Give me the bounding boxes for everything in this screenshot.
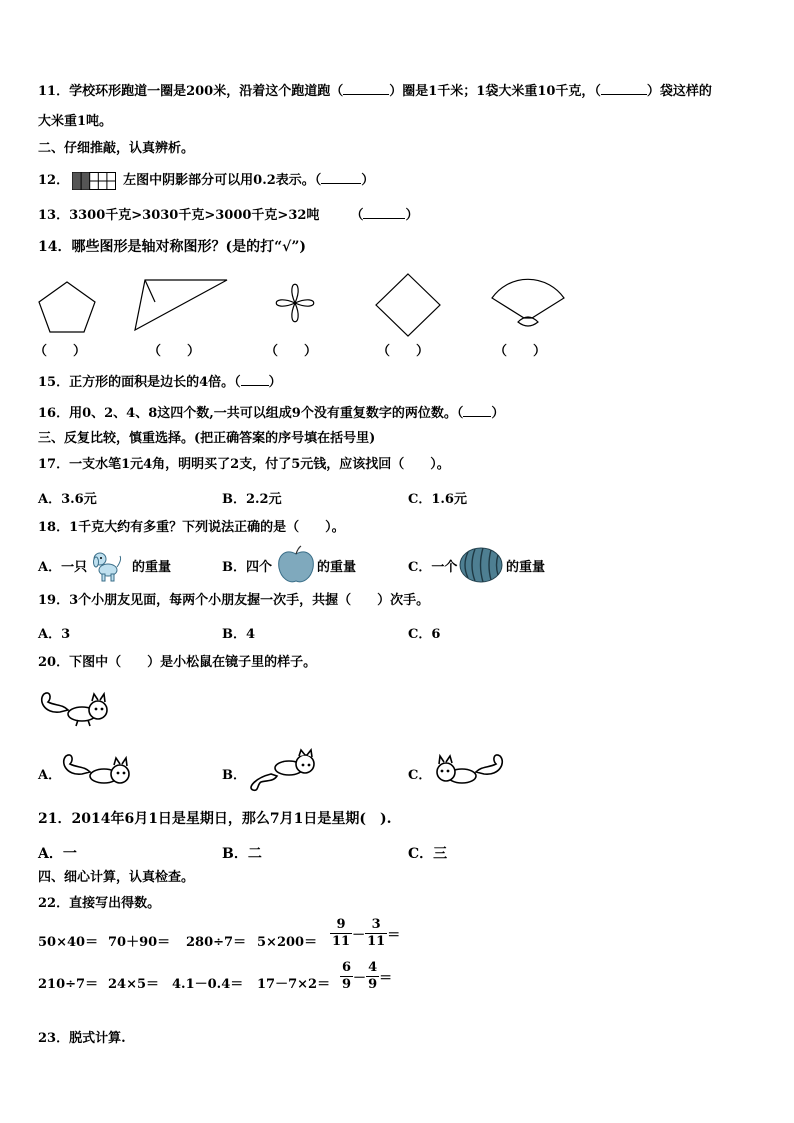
q11-text-b: ）圈是1千米；1袋大米重10千克，（ [389, 84, 601, 99]
question-18: 18．1千克大约有多重？下列说法正确的是（ ）。 [38, 520, 345, 535]
q11-text-c: ）袋这样的 [646, 84, 712, 99]
option-a[interactable]: A．3 [38, 627, 71, 642]
option-b[interactable] [222, 556, 272, 575]
section-heading-4: 四、细心计算，认真检查。 [38, 870, 195, 885]
question-20: 20．下图中（ ）是小松鼠在镜子里的样子。 [38, 655, 317, 670]
four-leaf-shape [264, 272, 326, 334]
answer-paren-5[interactable]: （ ） [494, 344, 547, 359]
option-c[interactable]: C．6 [408, 627, 441, 642]
fraction [365, 917, 387, 950]
squirrel-option-a-icon [60, 750, 136, 790]
option-b[interactable]: B．2.2元 [222, 492, 282, 507]
answer-paren-3[interactable]: （ ） [265, 344, 318, 359]
option-b-suffix: 的重量 [317, 560, 357, 575]
section-heading-3: 三、反复比较，慎重选择。(把正确答案的序号填在括号里) [38, 431, 376, 446]
q15-text: 15．正方形的面积是边长的4倍。（ [38, 375, 241, 390]
q12-close: ） [361, 173, 375, 188]
q12-text: 左图中阴影部分可以用0.2表示。（ [123, 173, 322, 188]
option-c[interactable]: C．1.6元 [408, 492, 467, 507]
option-c[interactable] [408, 556, 457, 575]
option-b-text: B．四个 [222, 560, 272, 575]
q12-number: 12． [38, 173, 70, 188]
fraction [366, 960, 379, 993]
fan-shape [488, 272, 568, 330]
q16-text: 16．用0、2、4、8这四个数,一共可以组成9个没有重复数字的两位数。（ [38, 406, 464, 421]
option-b[interactable]: B．4 [222, 627, 256, 642]
calc-item: 17－7×2＝ [257, 977, 331, 992]
squirrel-option-b-icon [245, 748, 321, 792]
calc-item: 70＋90＝ [108, 935, 171, 950]
question-22: 22．直接写出得数。 [38, 896, 161, 911]
fraction [330, 917, 352, 950]
denominator: 9 [342, 977, 352, 992]
calc-item: 280÷7＝ [186, 935, 247, 950]
question-16 [38, 404, 504, 423]
equals: ＝ [387, 928, 401, 943]
answer-paren-1[interactable]: （ ） [34, 344, 87, 359]
option-c[interactable]: C．三 [408, 846, 448, 862]
puppy-icon [90, 548, 124, 582]
option-a[interactable]: A．一 [38, 846, 77, 862]
section-heading-2: 二、仔细推敲，认真辨析。 [38, 141, 195, 156]
option-b[interactable]: B．二 [222, 846, 262, 862]
calc-item: 50×40＝ [38, 935, 99, 950]
denominator: 11 [332, 934, 351, 949]
option-a[interactable] [38, 556, 87, 575]
numerator: 6 [342, 960, 352, 975]
q15-close: ） [268, 375, 282, 390]
answer-blank[interactable] [601, 82, 647, 95]
fraction-expression-1 [330, 917, 400, 950]
option-a-suffix: 的重量 [132, 560, 172, 575]
calc-item: 210÷7＝ [38, 977, 99, 992]
question-13 [38, 206, 419, 225]
denominator: 11 [367, 934, 386, 949]
question-12 [38, 171, 374, 190]
answer-blank[interactable] [463, 404, 491, 417]
q16-close: ） [491, 406, 505, 421]
answer-blank[interactable] [321, 171, 361, 184]
question-14: 14．哪些图形是轴对称图形？(是的打“√”) [38, 239, 307, 255]
denominator: 9 [368, 977, 378, 992]
option-c-text: C．一个 [408, 560, 458, 575]
squirrel-option-c-icon [430, 750, 506, 790]
apple-icon [275, 544, 317, 586]
operator: － [352, 928, 366, 943]
watermelon-icon [458, 546, 504, 584]
option-c-suffix: 的重量 [506, 560, 546, 575]
pentagon-shape [36, 280, 98, 334]
question-11-line2: 大米重1吨。 [38, 114, 113, 129]
option-c[interactable]: C． [408, 768, 432, 783]
calc-item: 24×5＝ [108, 977, 160, 992]
answer-paren-4[interactable]: （ ） [377, 344, 430, 359]
question-19: 19．3个小朋友见面，每两个小朋友握一次手，共握（ ）次手。 [38, 593, 430, 608]
calc-item: 5×200＝ [257, 935, 318, 950]
option-b[interactable]: B． [222, 768, 246, 783]
rhombus-shape [374, 272, 442, 338]
answer-blank[interactable] [343, 82, 389, 95]
answer-paren-2[interactable]: （ ） [148, 344, 201, 359]
q13-text: 13．3300千克>3030千克>3000千克>32吨 [38, 208, 320, 223]
numerator: 3 [365, 917, 387, 934]
option-a-text: A．一只 [38, 560, 88, 575]
question-11-line1 [38, 82, 712, 101]
option-a[interactable]: A．3.6元 [38, 492, 97, 507]
calc-item: 4.1－0.4＝ [172, 977, 244, 992]
question-21: 21．2014年6月1日是星期日，那么7月1日是星期( ). [38, 811, 392, 827]
q11-text-a: 11．学校环形跑道一圈是200米，沿着这个跑道跑（ [38, 84, 344, 99]
q13-open: （ [350, 208, 364, 223]
fraction [340, 960, 353, 993]
question-17: 17．一支水笔1元4角，明明买了2支，付了5元钱，应该找回（ ）。 [38, 457, 450, 472]
question-23: 23．脱式计算. [38, 1031, 126, 1046]
squirrel-icon [38, 688, 114, 728]
numerator: 9 [330, 917, 352, 934]
triangle-shape [133, 278, 229, 332]
shaded-grid-figure [72, 172, 116, 190]
numerator: 4 [368, 960, 378, 975]
operator: － [353, 971, 367, 986]
q13-close: ） [405, 208, 419, 223]
answer-blank[interactable] [363, 206, 405, 219]
answer-blank[interactable] [241, 373, 269, 386]
equals: ＝ [379, 971, 393, 986]
question-15 [38, 373, 282, 392]
fraction-expression-2 [340, 960, 392, 993]
option-a[interactable]: A． [38, 768, 62, 783]
